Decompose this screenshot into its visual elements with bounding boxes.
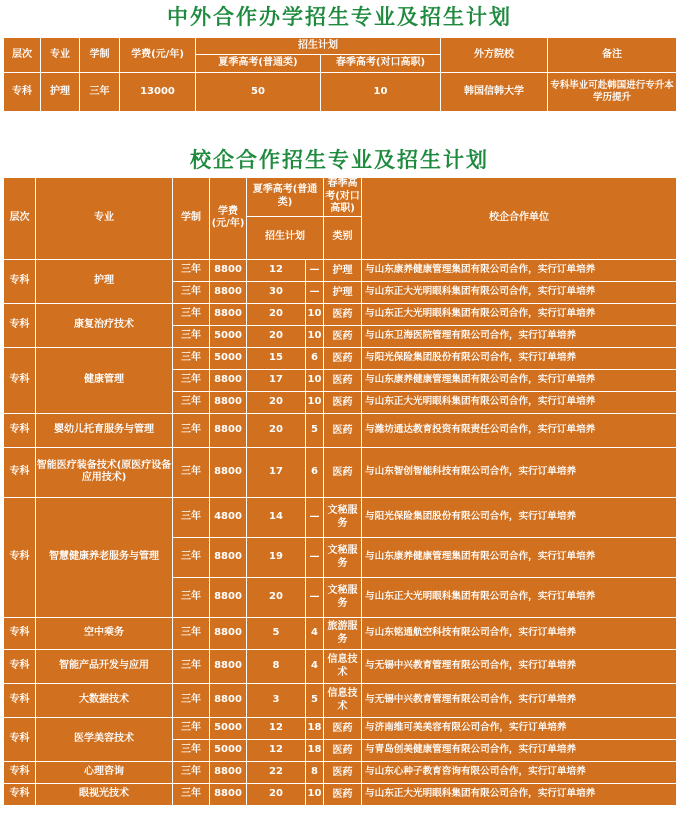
- header-unit: 校企合作单位: [362, 178, 677, 260]
- table-row: [4, 347, 677, 369]
- cell-spring: 10: [306, 783, 324, 805]
- cell-unit: 与山东铭通航空科技有限公司合作，实行订单培养: [362, 617, 677, 649]
- header-level: 层次: [4, 38, 41, 73]
- cell-spring: 10: [321, 73, 441, 112]
- cell-summer: 19: [247, 537, 306, 577]
- cell-fee: 8800: [210, 617, 247, 649]
- cell-fee: 5000: [210, 347, 247, 369]
- cell-level: 专科: [4, 447, 36, 497]
- cell-spring: 10: [306, 325, 324, 347]
- cell-summer: 20: [247, 391, 306, 413]
- header-plan: 招生计划: [196, 38, 441, 55]
- cell-unit: 与无锡中兴教育管理有限公司合作，实行订单培养: [362, 683, 677, 717]
- header-partner: 外方院校: [441, 38, 548, 73]
- cell-duration: 三年: [173, 259, 210, 281]
- cell-spring: 10: [306, 369, 324, 391]
- cell-summer: 17: [247, 447, 306, 497]
- cell-unit: 与山东康养健康管理集团有限公司合作，实行订单培养: [362, 537, 677, 577]
- cell-fee: 4800: [210, 497, 247, 537]
- cell-summer: 14: [247, 497, 306, 537]
- cell-duration: 三年: [173, 761, 210, 783]
- header-spring: 春季高考(对口高职): [321, 55, 441, 73]
- cell-fee: 8800: [210, 761, 247, 783]
- section1-title: 中外合作办学招生专业及招生计划: [167, 5, 512, 29]
- cell-level: 专科: [4, 497, 36, 617]
- cell-category: 医药: [324, 325, 362, 347]
- cell-fee: 8800: [210, 391, 247, 413]
- cell-unit: 与山东康养健康管理集团有限公司合作，实行订单培养: [362, 259, 677, 281]
- cell-fee: 8800: [210, 649, 247, 683]
- cell-duration: 三年: [173, 617, 210, 649]
- cell-category: 信息技术: [324, 683, 362, 717]
- cell-major: 智能医疗装备技术(原医疗设备应用技术): [36, 447, 173, 497]
- cell-major: 智能产品开发与应用: [36, 649, 173, 683]
- cell-fee: 8800: [210, 577, 247, 617]
- cell-category: 医药: [324, 739, 362, 761]
- cell-category: 医药: [324, 303, 362, 325]
- cell-unit: 与阳光保险集团股份有限公司合作，实行订单培养: [362, 347, 677, 369]
- cell-fee: 8800: [210, 537, 247, 577]
- cell-fee: 8800: [210, 281, 247, 303]
- cell-summer: 3: [247, 683, 306, 717]
- cell-spring: 5: [306, 683, 324, 717]
- header-summer: 夏季高考(普通类): [196, 55, 321, 73]
- cell-partner: 韩国信韩大学: [441, 73, 548, 112]
- header-plan: 招生计划: [247, 216, 324, 259]
- header-spring: 春季高考(对口高职): [325, 178, 360, 214]
- cell-spring: 6: [306, 347, 324, 369]
- cell-category: 医药: [324, 717, 362, 739]
- cell-level: 专科: [4, 761, 36, 783]
- table-row: [4, 447, 677, 497]
- cell-unit: 与山东正大光明眼科集团有限公司合作，实行订单培养: [362, 577, 677, 617]
- header-major: 专业: [41, 38, 80, 73]
- cell-category: 医药: [324, 761, 362, 783]
- cell-major: 护理: [36, 259, 173, 303]
- cell-level: 专科: [4, 73, 41, 112]
- cell-spring: —: [306, 537, 324, 577]
- cell-duration: 三年: [173, 537, 210, 577]
- cell-category: 护理: [324, 281, 362, 303]
- cell-summer: 8: [247, 649, 306, 683]
- cell-major: 康复治疗技术: [36, 303, 173, 347]
- cell-summer: 12: [247, 259, 306, 281]
- cell-fee: 5000: [210, 325, 247, 347]
- table-row: [4, 413, 677, 447]
- header-summer: 夏季高考(普通类): [247, 178, 324, 217]
- cell-category: 护理: [324, 259, 362, 281]
- cell-spring: 4: [306, 649, 324, 683]
- cell-category: 医药: [324, 783, 362, 805]
- cell-category: 医药: [324, 447, 362, 497]
- cell-summer: 20: [247, 303, 306, 325]
- cell-level: 专科: [4, 649, 36, 683]
- cell-duration: 三年: [173, 447, 210, 497]
- cell-major: 空中乘务: [36, 617, 173, 649]
- cell-duration: 三年: [173, 347, 210, 369]
- cell-level: 专科: [4, 683, 36, 717]
- cell-fee: 8800: [210, 447, 247, 497]
- cell-duration: 三年: [173, 303, 210, 325]
- cell-spring: 6: [306, 447, 324, 497]
- header-remarks: 备注: [548, 38, 677, 73]
- cell-duration: 三年: [80, 73, 120, 112]
- table-row: [4, 649, 677, 683]
- cell-fee: 5000: [210, 717, 247, 739]
- cell-spring: 8: [306, 761, 324, 783]
- table-row: [4, 761, 677, 783]
- cell-fee: 5000: [210, 739, 247, 761]
- cell-spring: —: [306, 497, 324, 537]
- cell-duration: 三年: [173, 717, 210, 739]
- cell-category: 医药: [324, 413, 362, 447]
- cell-summer: 20: [247, 413, 306, 447]
- cell-major: 大数据技术: [36, 683, 173, 717]
- cell-unit: 与山东智创智能科技有限公司合作，实行订单培养: [362, 447, 677, 497]
- cell-duration: 三年: [173, 683, 210, 717]
- cell-fee: 8800: [210, 413, 247, 447]
- cell-category: 文秘服务: [324, 537, 362, 577]
- section2-title: 校企合作招生专业及招生计划: [190, 148, 489, 172]
- cell-unit: 与山东卫海医院管理有限公司合作，实行订单培养: [362, 325, 677, 347]
- cell-category: 旅游服务: [324, 617, 362, 649]
- cell-fee: 8800: [210, 783, 247, 805]
- cell-summer: 12: [247, 739, 306, 761]
- cell-level: 专科: [4, 717, 36, 761]
- header-level: 层次: [4, 178, 36, 260]
- header-duration: 学制: [173, 178, 210, 260]
- cell-spring: 18: [306, 739, 324, 761]
- cell-duration: 三年: [173, 497, 210, 537]
- cell-summer: 30: [247, 281, 306, 303]
- sino-foreign-table: [3, 37, 677, 112]
- cell-duration: 三年: [173, 413, 210, 447]
- header-major: 专业: [36, 178, 173, 260]
- cell-unit: 与济南维可美美容有限公司合作，实行订单培养: [362, 717, 677, 739]
- cell-duration: 三年: [173, 325, 210, 347]
- header-category: 类别: [324, 216, 362, 259]
- cell-spring: 4: [306, 617, 324, 649]
- cell-major: 心理咨询: [36, 761, 173, 783]
- cell-fee: 8800: [210, 369, 247, 391]
- cell-major: 婴幼儿托育服务与管理: [36, 413, 173, 447]
- cell-major: 医学美容技术: [36, 717, 173, 761]
- cell-summer: 20: [247, 577, 306, 617]
- cell-spring: 18: [306, 717, 324, 739]
- cell-summer: 12: [247, 717, 306, 739]
- cell-spring: —: [306, 259, 324, 281]
- cell-fee: 13000: [120, 73, 196, 112]
- cell-level: 专科: [4, 617, 36, 649]
- table-row: [4, 783, 677, 805]
- cell-duration: 三年: [173, 391, 210, 413]
- cell-major: 护理: [41, 73, 80, 112]
- cell-category: 医药: [324, 391, 362, 413]
- cell-unit: 与阳光保险集团股份有限公司合作，实行订单培养: [362, 497, 677, 537]
- cell-level: 专科: [4, 413, 36, 447]
- cell-summer: 15: [247, 347, 306, 369]
- cell-major: 健康管理: [36, 347, 173, 413]
- cell-unit: 与山东正大光明眼科集团有限公司合作，实行订单培养: [362, 391, 677, 413]
- cell-unit: 与山东康养健康管理集团有限公司合作，实行订单培养: [362, 369, 677, 391]
- table-row: [4, 617, 677, 649]
- cell-spring: 10: [306, 303, 324, 325]
- cell-duration: 三年: [173, 281, 210, 303]
- header-fee: 学费(元/年): [120, 38, 196, 73]
- cell-spring: 5: [306, 413, 324, 447]
- cell-category: 文秘服务: [324, 497, 362, 537]
- cell-unit: 与山东心种子教育咨询有限公司合作，实行订单培养: [362, 761, 677, 783]
- cell-category: 文秘服务: [324, 577, 362, 617]
- table-row: [4, 73, 677, 112]
- cell-unit: 与无锡中兴教育管理有限公司合作，实行订单培养: [362, 649, 677, 683]
- cell-summer: 17: [247, 369, 306, 391]
- cell-duration: 三年: [173, 649, 210, 683]
- cell-spring: —: [306, 281, 324, 303]
- cell-category: 信息技术: [324, 649, 362, 683]
- cell-duration: 三年: [173, 369, 210, 391]
- cell-level: 专科: [4, 347, 36, 413]
- cell-level: 专科: [4, 303, 36, 347]
- cell-spring: 10: [306, 391, 324, 413]
- cell-spring: —: [306, 577, 324, 617]
- cell-major: 智慧健康养老服务与管理: [36, 497, 173, 617]
- cell-duration: 三年: [173, 739, 210, 761]
- cell-remarks: 专科毕业可赴韩国进行专升本学历提升: [548, 73, 677, 112]
- table-row: [4, 497, 677, 537]
- cell-unit: 与青岛创美健康管理有限公司合作，实行订单培养: [362, 739, 677, 761]
- cell-unit: 与山东正大光明眼科集团有限公司合作，实行订单培养: [362, 281, 677, 303]
- cell-summer: 50: [196, 73, 321, 112]
- table-row: [4, 683, 677, 717]
- cell-level: 专科: [4, 259, 36, 303]
- table-row: [4, 259, 677, 281]
- cell-summer: 5: [247, 617, 306, 649]
- cell-level: 专科: [4, 783, 36, 805]
- cell-duration: 三年: [173, 783, 210, 805]
- cell-unit: 与山东正大光明眼科集团有限公司合作，实行订单培养: [362, 783, 677, 805]
- header-fee: 学费(元/年): [210, 178, 247, 260]
- cell-fee: 8800: [210, 303, 247, 325]
- school-enterprise-table: [3, 177, 677, 806]
- table-row: [4, 717, 677, 739]
- cell-category: 医药: [324, 369, 362, 391]
- cell-unit: 与山东正大光明眼科集团有限公司合作，实行订单培养: [362, 303, 677, 325]
- cell-category: 医药: [324, 347, 362, 369]
- cell-duration: 三年: [173, 577, 210, 617]
- cell-major: 眼视光技术: [36, 783, 173, 805]
- cell-fee: 8800: [210, 259, 247, 281]
- header-duration: 学制: [80, 38, 120, 73]
- cell-summer: 20: [247, 325, 306, 347]
- cell-summer: 22: [247, 761, 306, 783]
- table-row: [4, 303, 677, 325]
- cell-summer: 20: [247, 783, 306, 805]
- cell-fee: 8800: [210, 683, 247, 717]
- cell-unit: 与潍坊通达教育投资有限责任公司合作，实行订单培养: [362, 413, 677, 447]
